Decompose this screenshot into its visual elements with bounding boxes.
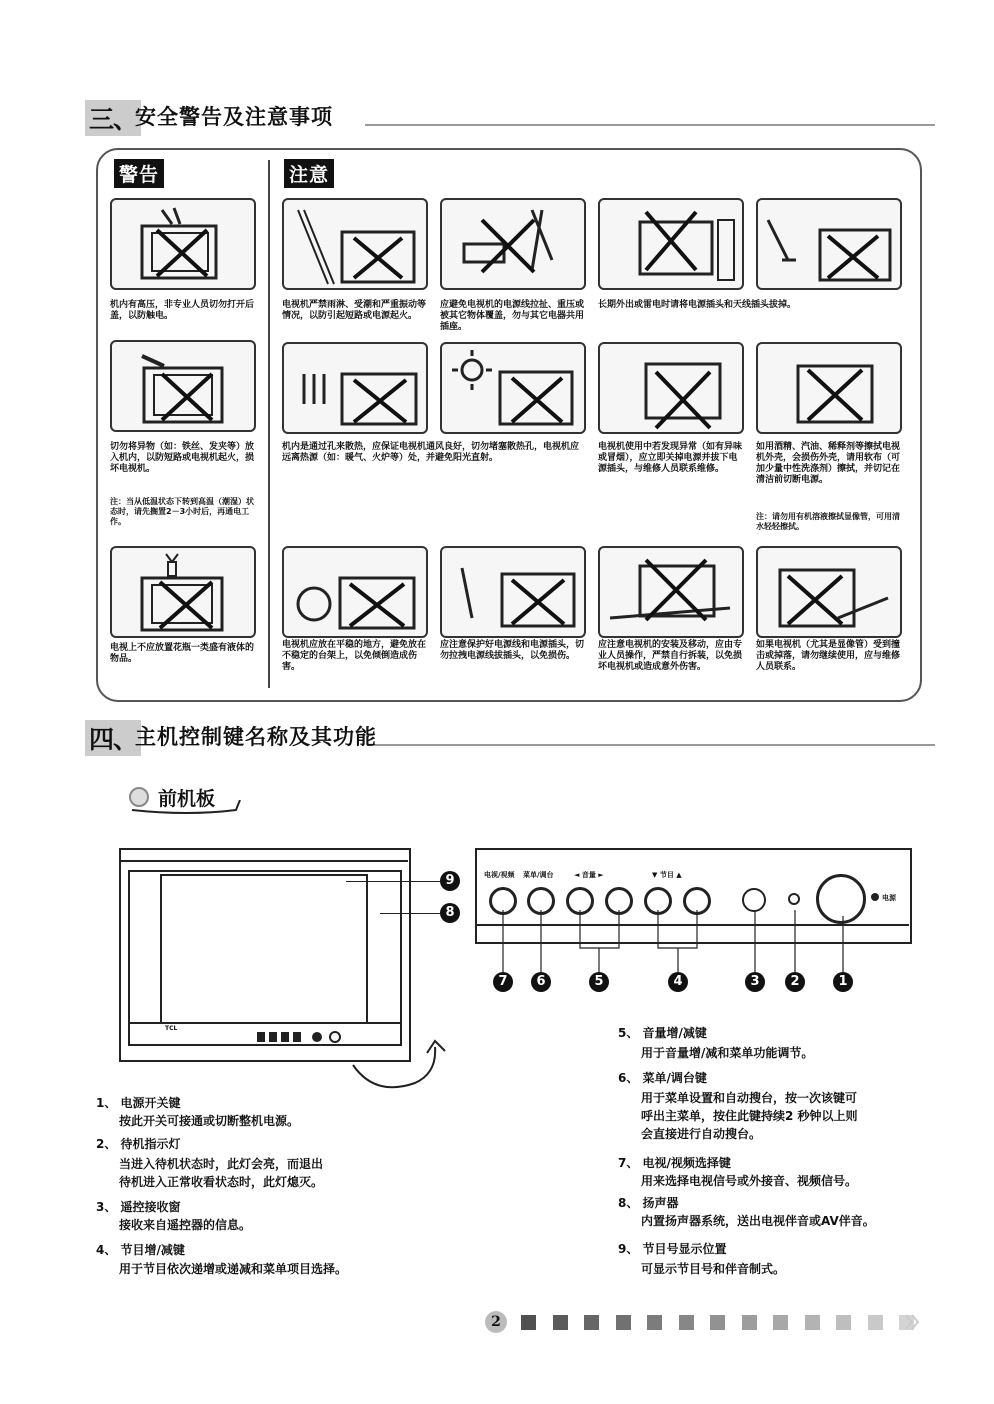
- footer-square: [805, 1315, 820, 1330]
- caution-caption: 应注意电视机的安装及移动，应由专业人员操作，严禁自行拆装，以免损坏电视机或造成意外伤害。: [598, 640, 743, 672]
- tv-crossed-icon: [284, 344, 426, 432]
- feature-9-title: 9、 节目号显示位置: [618, 1242, 727, 1256]
- tv-crossed-icon: [600, 548, 742, 636]
- tv-crossed-icon: [112, 342, 254, 430]
- caution-caption: 应避免电视机的电源线拉扯、重压或被其它物体覆盖，勿与其它电器共用插座。: [440, 300, 585, 332]
- section3-header: [85, 100, 935, 134]
- leader-lines-icon: [475, 910, 875, 974]
- feature-5-desc: 用于音量增/减和菜单功能调节。: [641, 1046, 814, 1060]
- standby-indicator: [788, 893, 800, 905]
- feature-3-title: 3、 遥控接收窗: [96, 1200, 181, 1214]
- caution-illustration: [440, 546, 586, 638]
- caution-caption: 如用酒精、汽油、稀释剂等擦拭电视机外壳，会损伤外壳，请用软布（可加少量中性洗涤剂）擦拭，并切记在清洁前切断电源。: [756, 442, 901, 485]
- warning-illustration: [110, 340, 256, 432]
- tv-crossed-icon: [758, 200, 900, 288]
- tv-crossed-icon: [284, 548, 426, 636]
- warning-caption: 电视上不应放置花瓶一类盛有液体的物品。: [110, 643, 255, 664]
- footer-square: [710, 1315, 725, 1330]
- caution-caption: 电视机使用中若发现异常（如有异味或冒烟），应立即关掉电源并拔下电源插头，与维修人员联系维修。: [598, 442, 743, 474]
- caution-caption: 应注意保护好电源线和电源插头，切勿拉拽电源线拔插头，以免损伤。: [440, 640, 585, 661]
- feature-6-title: 6、 菜单/调台键: [618, 1071, 707, 1085]
- feature-4-title: 4、 节目增/减键: [96, 1243, 185, 1257]
- curved-arrow-icon: [345, 1035, 450, 1097]
- feature-1-title: 1、 电源开关键: [96, 1096, 181, 1110]
- caution-illustration: [598, 546, 744, 638]
- caution-illustration: [756, 198, 902, 290]
- feature-7-title: 7、 电视/视频选择键: [618, 1156, 731, 1170]
- power-label: 电源: [882, 894, 896, 902]
- section-number: 三、: [85, 100, 141, 136]
- footer-square: [836, 1315, 851, 1330]
- caution-caption: 长期外出或雷电时请将电源插头和天线插头拔掉。: [598, 300, 797, 310]
- underline-swoosh-icon: [128, 800, 248, 816]
- chevron-right-icon: [902, 1313, 922, 1331]
- feature-7-desc: 用来选择电视信号或外接音、视频信号。: [641, 1174, 858, 1188]
- footer-square: [647, 1315, 662, 1330]
- tv-crossed-icon: [758, 344, 900, 432]
- warning-caption: 机内有高压，非专业人员切勿打开后盖，以防触电。: [110, 300, 255, 321]
- section-title: 主机控制键名称及其功能: [135, 725, 377, 749]
- tv-logo: TCL: [165, 1025, 178, 1032]
- warning-illustration: [110, 546, 256, 638]
- footer-square: [773, 1315, 788, 1330]
- callout-7: 7: [493, 972, 513, 992]
- program-label: ▼ 节目 ▲: [652, 871, 682, 879]
- callout-8: 8: [440, 903, 460, 923]
- callout-6: 6: [531, 972, 551, 992]
- warning-illustration: [110, 198, 256, 290]
- footer-square: [521, 1315, 536, 1330]
- tv-crossed-icon: [112, 548, 254, 636]
- tv-crossed-icon: [600, 344, 742, 432]
- menu-label: 菜单/调台: [523, 871, 554, 879]
- tv-top-edge: [120, 860, 408, 862]
- feature-4-desc: 用于节目依次递增或递减和菜单项目选择。: [119, 1262, 348, 1276]
- caution-illustration: [756, 342, 902, 434]
- warning-tag: 警告: [114, 159, 164, 188]
- feature-5-title: 5、 音量增/减键: [618, 1026, 707, 1040]
- feature-8-title: 8、 扬声器: [618, 1196, 679, 1210]
- column-divider: [268, 160, 270, 688]
- tv-crossed-icon: [758, 548, 900, 636]
- caution-illustration: [282, 342, 428, 434]
- section4-header: [85, 720, 935, 754]
- feature-8-desc: 内置扬声器系统，送出电视伴音或AV伴音。: [641, 1214, 875, 1228]
- page-number: 2: [485, 1311, 507, 1333]
- caution-illustration: [282, 198, 428, 290]
- front-panel-heading: [128, 780, 248, 816]
- caution-illustration: [440, 198, 586, 290]
- warning-note: 注：当从低温状态下转到高温（潮湿）状态时，请先搁置2－3小时后，再通电工作。: [110, 497, 254, 526]
- warning-caption: 切勿将异物（如：铁丝、发夹等）放入机内，以防短路或电视机起火，损坏电视机。: [110, 442, 255, 474]
- subsection-title: 前机板: [158, 788, 216, 810]
- caution-illustration: [598, 198, 744, 290]
- footer-square: [742, 1315, 757, 1330]
- power-icon: [870, 892, 880, 902]
- callout-1: 1: [833, 972, 853, 992]
- callout-9: 9: [440, 871, 460, 891]
- caution-illustration: [282, 546, 428, 638]
- footer-square: [616, 1315, 631, 1330]
- caution-illustration: [756, 546, 902, 638]
- feature-2-title: 2、 待机指示灯: [96, 1137, 181, 1151]
- caution-tag: 注意: [284, 159, 334, 188]
- divider: [365, 124, 935, 126]
- caution-caption: 电视机严禁雨淋、受潮和严重振动等情况，以防引起短路或电源起火。: [282, 300, 427, 321]
- tv-crossed-icon: [600, 200, 742, 288]
- tv-crossed-icon: [112, 200, 254, 288]
- callout-5: 5: [589, 972, 609, 992]
- footer-square: [679, 1315, 694, 1330]
- tv-screen: [160, 874, 368, 1024]
- feature-3-desc: 接收来自遥控器的信息。: [119, 1218, 252, 1232]
- callout-4: 4: [668, 972, 688, 992]
- caution-caption: 如果电视机（尤其是显像管）受到撞击或掉落，请勿继续使用，应与维修人员联系。: [756, 640, 901, 672]
- caution-caption: 机内是通过孔来散热，应保证电视机通风良好，切勿堵塞散热孔，电视机应远离热源（如：暖气、火炉等）处，并避免阳光直射。: [282, 442, 580, 463]
- volume-label: ◄ 音量 ►: [574, 871, 604, 879]
- caution-caption: 电视机应放在平稳的地方，避免放在不稳定的台架上，以免倾倒造成伤害。: [282, 640, 427, 672]
- sun-crossed-icon: [442, 344, 584, 432]
- feature-2-desc: 当进入待机状态时，此灯会亮，而退出 待机进入正常收看状态时，此灯熄灭。: [119, 1157, 324, 1189]
- caution-illustration: [598, 342, 744, 434]
- plug-crossed-icon: [442, 200, 584, 288]
- footer-square: [868, 1315, 883, 1330]
- feature-9-desc: 可显示节目号和伴音制式。: [641, 1262, 786, 1276]
- section-title: 安全警告及注意事项: [135, 105, 333, 129]
- section-number: 四、: [85, 720, 141, 756]
- footer-square: [584, 1315, 599, 1330]
- caution-illustration: [440, 342, 586, 434]
- caution-note: 注：请勿用有机溶液擦拭显像管，可用清水轻轻擦拭。: [756, 512, 900, 531]
- leader-line: [346, 881, 440, 882]
- divider: [375, 744, 935, 746]
- tv-crossed-icon: [442, 548, 584, 636]
- tv-crossed-icon: [284, 200, 426, 288]
- feature-1-desc: 按此开关可接通或切断整机电源。: [119, 1114, 300, 1128]
- footer-square: [553, 1315, 568, 1330]
- callout-3: 3: [745, 972, 765, 992]
- callout-2: 2: [785, 972, 805, 992]
- leader-line: [380, 913, 440, 914]
- tv-av-label: 电视/视频: [484, 871, 515, 879]
- feature-6-desc: 用于菜单设置和自动搜台，按一次该键可 呼出主菜单，按住此键持续2 秒钟以上则 会直接进行自动搜台。: [641, 1091, 858, 1141]
- remote-sensor: [742, 888, 766, 912]
